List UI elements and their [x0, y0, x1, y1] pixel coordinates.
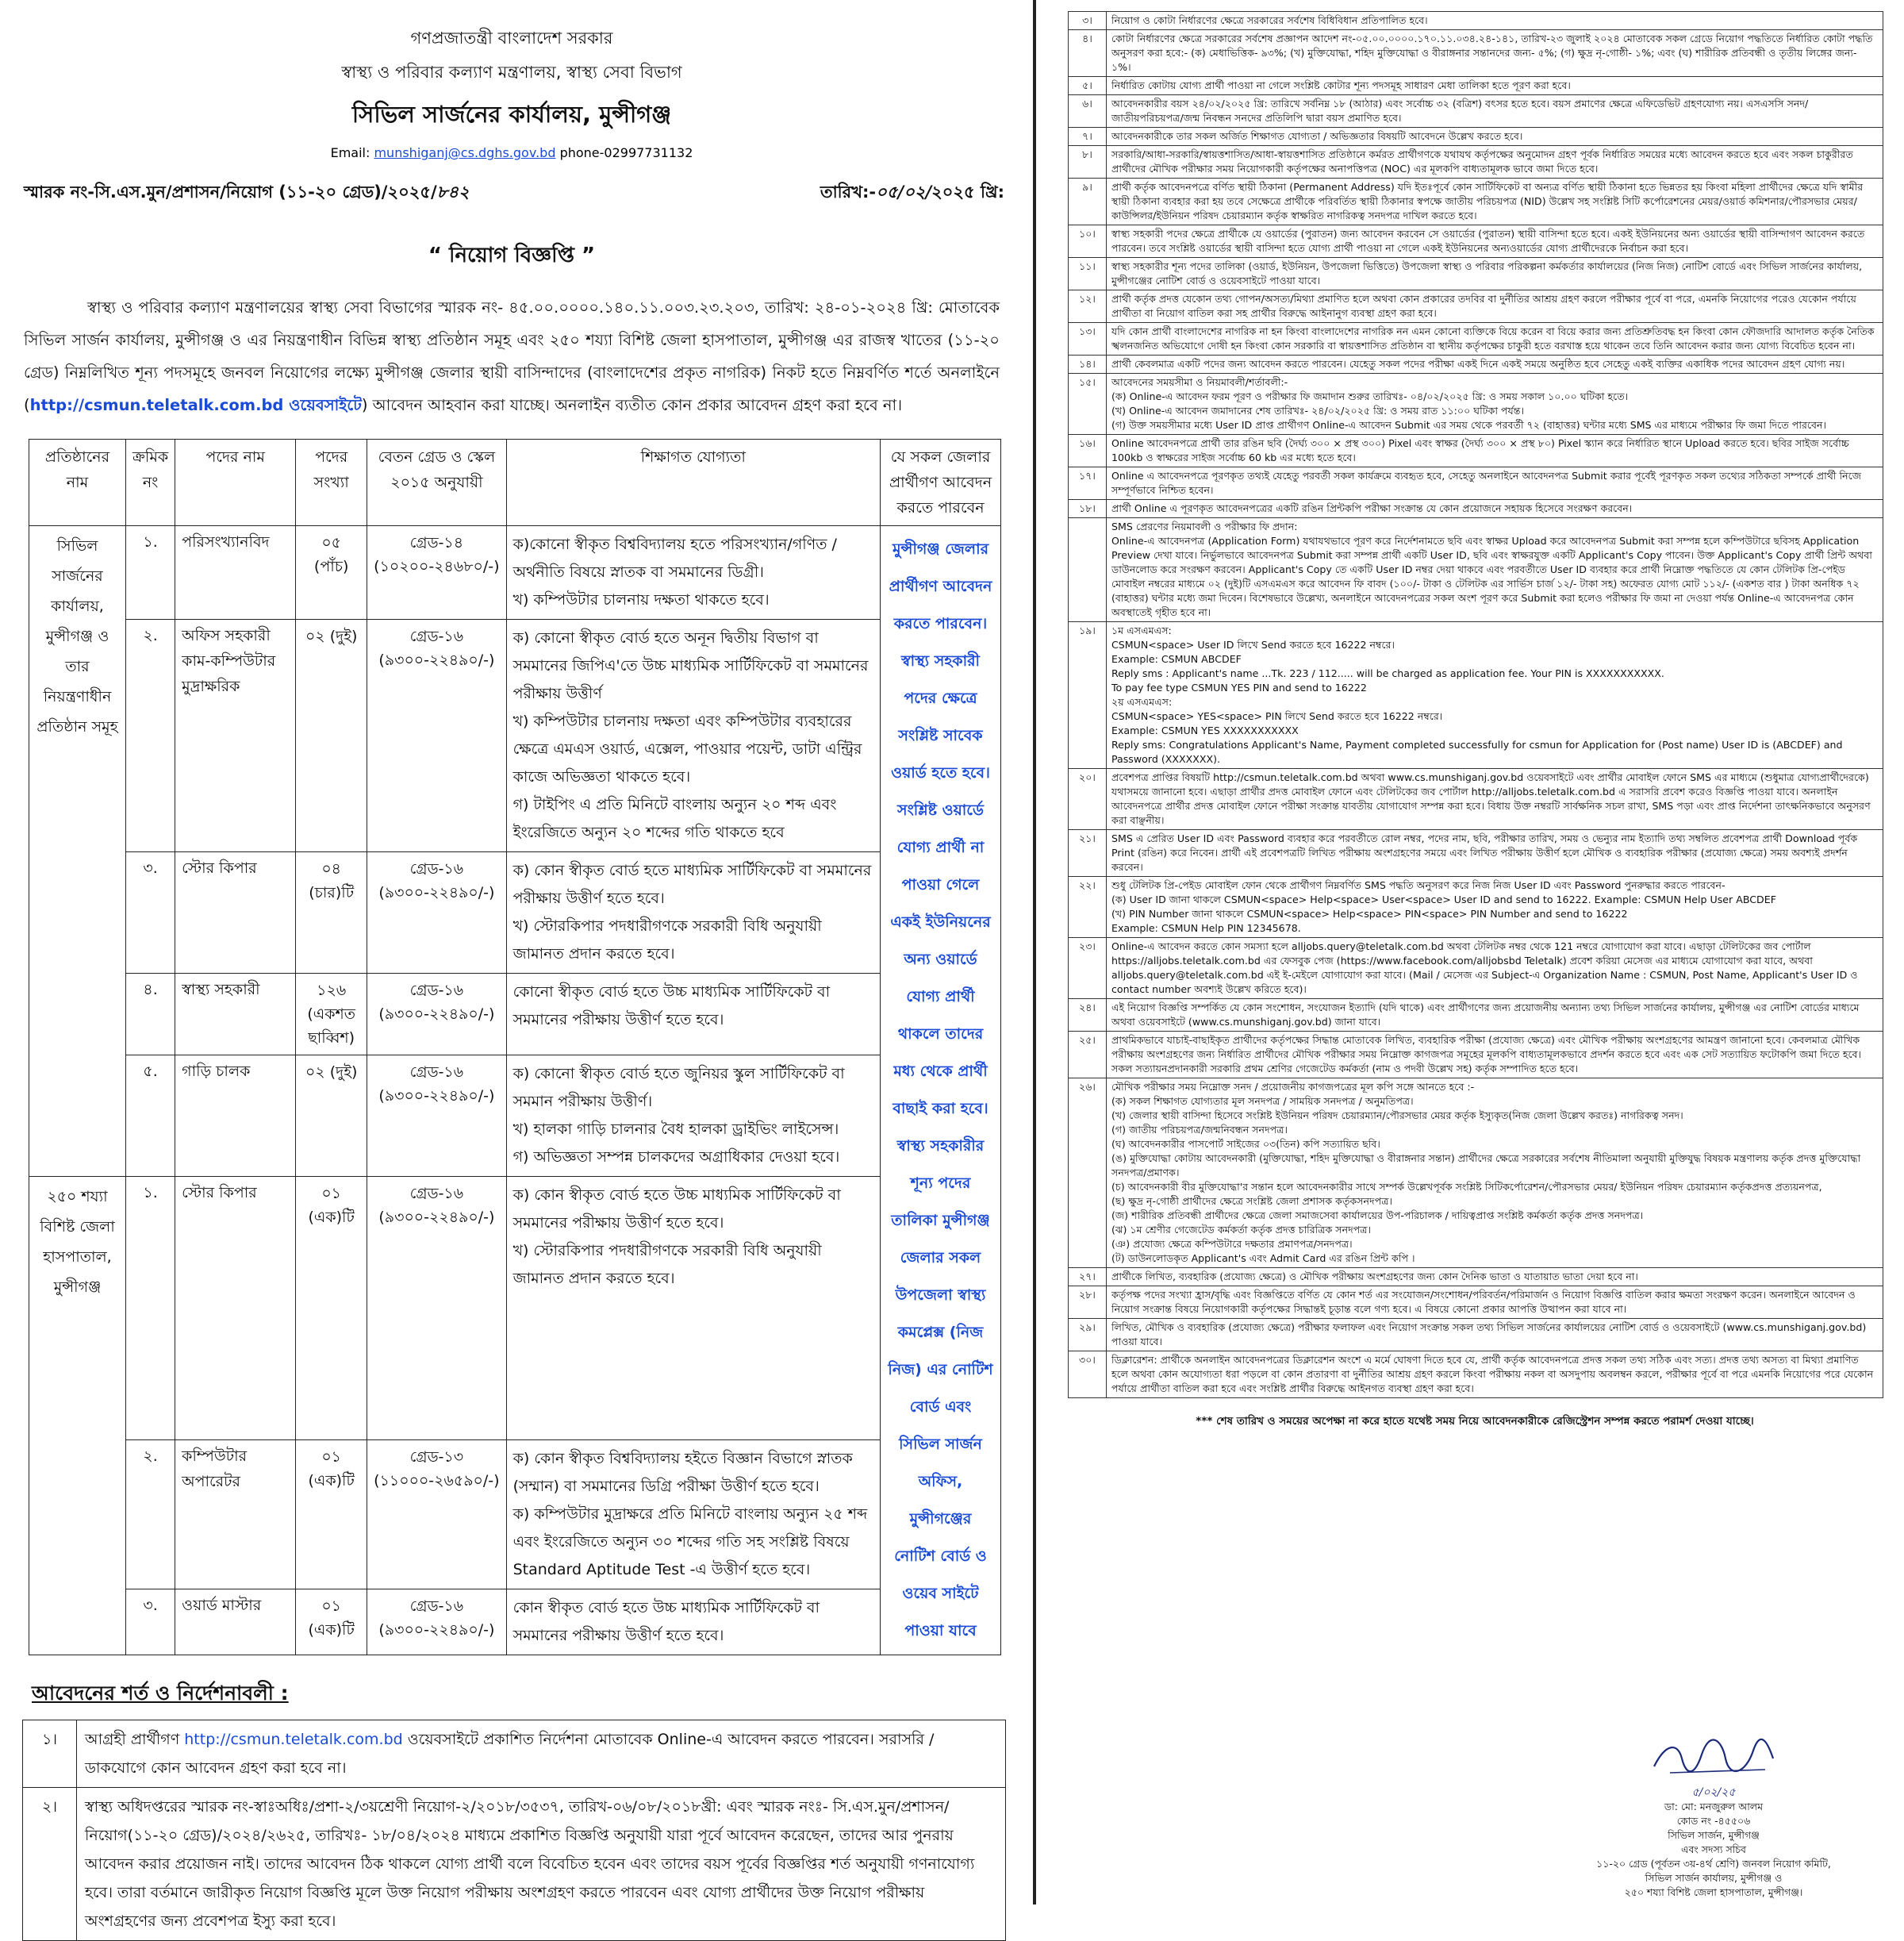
post-name: স্টোর কিপার [175, 1177, 296, 1440]
pay-grade: গ্রেড-১৪ (১০২০০-২৪৬৮০/-) [367, 526, 506, 620]
contact-line [0, 145, 1023, 160]
table-row [29, 1589, 1001, 1655]
qualification-line: ক)কোনো স্বীকৃত বিশ্ববিদ্যালয় হতে পরিসংখ্যান/গণিত / অর্থনীতি বিষয়ে স্নাতক বা সমমানের ডিগ্রী। [512, 536, 837, 581]
rule-row [1069, 1032, 1883, 1078]
post-name: স্টোর কিপার [175, 852, 296, 974]
condition-text [77, 1720, 1006, 1788]
col-header: পদের সংখ্যা [296, 440, 367, 526]
date-label: তারিখ:- [820, 183, 877, 202]
rule-number: ১৭। [1069, 467, 1107, 500]
rule-number: ৩। [1069, 12, 1107, 30]
qualification-cell [506, 1055, 880, 1177]
table-header-row [29, 440, 1001, 526]
table-row [29, 1440, 1001, 1589]
rule-text: এই নিয়োগ বিজ্ঞপ্তি সম্পর্কিত যে কোন সংশোধন, সংযোজন ইত্যাদি (যদি থাকে) এবং প্রার্থীগণের জন্য প্রয়োজনীয় অন্যান্য তথ্য সিভিল সার্জনের কার্যালয়, মুন্সীগঞ্জ এর নোটিশ বোর্ডের মাধ্যমে অথবা ওয়েবসাইটে (www.cs.munshiganj.gov.bd) জানা যাবে। [1107, 999, 1883, 1032]
condition-text [77, 1788, 1006, 1941]
rule-row [1069, 374, 1883, 435]
pay-grade: গ্রেড-১৬ (৯৩০০-২২৪৯০/-) [367, 620, 506, 852]
rule-number: ১৫। [1069, 374, 1107, 435]
qualification-line: ক) কম্পিউটার মুদ্রাক্ষরে প্রতি মিনিটে বাংলায় অন্যুন ২৫ শব্দ এবং ইংরেজিতে অন্যুন ৩০ শব্দের গতি সহ সংশ্লিষ্ট বিষয়ে Standard Aptitude Test -এ উত্তীর্ণ হতে হবে। [512, 1505, 868, 1578]
rule-text: কর্তৃপক্ষ পদের সংখ্যা হ্রাস/বৃদ্ধি এবং বিজ্ঞপ্তিতে বর্ণিত যে কোন শর্ত এর সংযোজন/সংশোধন/পরিবর্তন/পরিমার্জন ও নিয়োগ বিজ্ঞপ্তি বাতিল করার ক্ষমতা সংরক্ষণ করেন। অনলাইনে আবেদন ও নিয়োগ সংক্রান্ত বিষয়ে নিয়োগকারী কর্তৃপক্ষের সিদ্ধান্তই চূড়ান্ত বলে গণ্য হবে। এ বিষয়ে কোনো প্রকার আপত্তি উত্থাপন করা যাবে না। [1107, 1286, 1883, 1319]
qualification-line: খ) স্টোরকিপার পদধারীগণকে সরকারী বিধি অনুযায়ী জামানত প্রদান করতে হবে। [512, 917, 822, 963]
rule-row [1069, 1078, 1883, 1268]
memo-suffix: ৮৪২ [436, 182, 470, 202]
rule-number: ১৩। [1069, 323, 1107, 356]
signatory-designation: সিভিল সার্জন, মুন্সীগঞ্জ [1668, 1829, 1760, 1841]
rule-row [1069, 323, 1883, 356]
col-header: যে সকল জেলার প্রার্থীগণ আবেদন করতে পারবেন [881, 440, 1001, 526]
memo-line [0, 179, 1023, 207]
qualification-cell [506, 1177, 880, 1440]
rule-row [1069, 435, 1883, 467]
eligible-districts: মুন্সীগঞ্জ জেলার প্রার্থীগণ আবেদন করতে পারবেন। স্বাস্থ্য সহকারী পদের ক্ষেত্রে সংশ্লিষ্ট সাবেক ওয়ার্ড হতে হবে। সংশ্লিষ্ট ওয়ার্ডে যোগ্য প্রার্থী না পাওয়া গেলে একই ইউনিয়নের অন্য ওয়ার্ডে যোগ্য প্রার্থী থাকলে তাদের মধ্য থেকে প্রার্থী বাছাই করা হবে। স্বাস্থ্য সহকারীর শূন্য পদের তালিকা মুন্সীগঞ্জ জেলার সকল উপজেলা স্বাস্থ্য কমপ্লেক্স (নিজ নিজ) এর নোটিশ বোর্ড এবং সিভিল সার্জন অফিস, মুন্সীগঞ্জের নোটিশ বোর্ড ও ওয়েব সাইটে পাওয়া যাবে [881, 526, 1001, 1655]
pay-grade: গ্রেড-১৬ (৯৩০০-২২৪৯০/-) [367, 852, 506, 974]
rule-text: SMS প্রেরণের নিয়মাবলী ও পরীক্ষার ফি প্রদান: Online-এ আবেদনপত্র (Application Form) যথাযথভাবে পূরণ করে নির্দেশনামতে ছবি এবং স্বাক্ষর Upload করে আবেদনপত্র Submit করা সম্পন্ন হলে কম্পিউটারে ছবিসহ Application Preview দেখা যাবে। নির্ভুলভাবে আবেদনপত্র Submit করা সম্পন্ন প্রার্থী একটি User ID, ছবি এবং স্বাক্ষরযুক্ত একটি Applicant's Copy পাবেন। উক্ত Applicant's Copy প্রার্থী প্রিন্ট অথবা ডাউনলোড করে সংরক্ষণ করবেন। Applicant's Copy তে একটি User ID নম্বর দেয়া থাকবে এবং পরবর্তীতে User ID ব্যবহার করে প্রার্থী নিম্নোক্ত পদ্ধতিতে যে কোন টেলিটক প্রি-পেইড মোবাইল নম্বরের মাধ্যমে ০২ (দুই)টি এসএমএস করে আবেদন ফি বাবদ (১০০/- টাকা ও টেলিটক এর সার্ভিস চার্জ ১২/- টাকা সহ) অফেরত যোগ্য মোট ১১২/- (একশত বার ) টাকা অনধিক ৭২ (বাহাত্তর) ঘন্টার মধ্যে জমা দিবেন। বিশেষভাবে উল্লেখ্য, অনলাইনে আবেদনপত্রের সকল অংশ পূরণ করে Submit করা হলেও পরীক্ষার ফি জমা না দেওয়া পর্যন্ত Online-এ আবেদনপত্র কোন অবস্থাতেই গৃহীত হবে না। [1107, 518, 1883, 622]
serial-number: ৫. [126, 1055, 175, 1177]
qualification-cell [506, 620, 880, 852]
rule-text: ১ম এসএমএস: CSMUN<space> User ID লিখে Send করতে হবে 16222 নম্বরে। Example: CSMUN ABCDEF Reply sms : Applicant's name ...Tk. 223 / 112..... will be charged as application fee. Your PIN is XXXXXXXXXXX. To pay fee type CSMUN YES PIN and send to 16222 ২য় এসএমএস: CSMUN<space> YES<space> PIN লিখে Send করতে হবে 16222 নম্বরে। Example: CSMUN YES XXXXXXXXXXX Reply sms: Congratulations Applicant's Name, Payment completed successfully for csmun for Application for (Post name) User ID is (ABCDEF) and Password (XXXXXXX). [1107, 622, 1883, 769]
rule-row [1069, 12, 1883, 30]
qualification-line: ক) কোন স্বীকৃত বোর্ড হতে উচ্চ মাধ্যমিক সার্টিফিকেট বা সমমানের পরীক্ষায় উত্তীর্ণ হতে হবে। [512, 1186, 841, 1232]
serial-number: ১. [126, 526, 175, 620]
post-name: ওয়ার্ড মাস্টার [175, 1589, 296, 1655]
rule-row [1069, 128, 1883, 146]
rule-text: প্রার্থীকে লিখিত, ব্যবহারিক (প্রযোজ্য ক্ষেত্রে) ও মৌখিক পরীক্ষায় অংশগ্রহণের জন্য কোন দৈনিক ভাতা ও যাতায়াত ভাতা দেয়া হবে না। [1107, 1268, 1883, 1286]
rule-number: ৭। [1069, 128, 1107, 146]
rule-number: ১৯। [1069, 622, 1107, 769]
govt-name: গণপ্রজাতন্ত্রী বাংলাদেশ সরকার [410, 29, 613, 48]
post-name: গাড়ি চালক [175, 1055, 296, 1177]
pay-grade: গ্রেড-১৬ (৯৩০০-২২৪৯০/-) [367, 1589, 506, 1655]
rule-row [1069, 877, 1883, 938]
col-header: পদের নাম [175, 440, 296, 526]
rule-number: ৫। [1069, 77, 1107, 95]
rule-text: লিখিত, মৌখিক ও ব্যবহারিক (প্রযোজ্য ক্ষেত্রে) পরীক্ষার ফলাফল এবং নিয়োগ সংক্রান্ত সকল তথ্য সিভিল সার্জনের কার্যালয়ের নোটিশ বোর্ড ও ওয়েবসাইটে (www.cs.munshiganj.gov.bd) পাওয়া যাবে। [1107, 1319, 1883, 1351]
rule-number: ২০। [1069, 769, 1107, 830]
post-name: অফিস সহকারী কাম-কম্পিউটার মুদ্রাক্ষরিক [175, 620, 296, 852]
rule-text: প্রার্থী কেবলমাত্র একটি পদের জন্য আবেদন করতে পারবেন। যেহেতু সকল পদের পরীক্ষা একই দিনে একই সময়ে অনুষ্ঠিত হবে সেহেতু একই ব্যক্তির একাধিক পদের আবেদন গ্রহণ যোগ্য নয়। [1107, 356, 1883, 374]
qualification-line: ক) কোন স্বীকৃত বোর্ড হতে মাধ্যমিক সার্টিফিকেট বা সমমানের পরীক্ষায় উত্তীর্ণ হতে হবে। [512, 862, 872, 907]
rule-number: ১১। [1069, 258, 1107, 290]
post-name: কম্পিউটার অপারেটর [175, 1440, 296, 1589]
rule-row [1069, 938, 1883, 999]
condition-number: ২। [23, 1788, 77, 1941]
rule-row [1069, 356, 1883, 374]
rule-row [1069, 769, 1883, 830]
posts-table [29, 439, 1001, 1655]
rule-number: ২৬। [1069, 1078, 1107, 1268]
memo-number: স্মারক নং-সি.এস.মুন/প্রশাসন/নিয়োগ (১১-২০ গ্রেড)/২০২৫/ [24, 183, 437, 202]
serial-number: ২. [126, 620, 175, 852]
rule-text: সরকারি/আধা-সরকারি/স্বায়ত্তশাসিত/আধা-স্বায়ত্তশাসিত প্রতিষ্ঠানে কর্মরত প্রার্থীগণকে যথাযথ কর্তৃপক্ষের অনুমোদন গ্রহণ পূর্বক নির্ধারিত সময়ের মধ্যে আবেদন করতে হবে এবং সকল চাকুরীরত প্রার্থীদের মৌখিক পরীক্ষার সময় নিয়োগকারী কর্তৃপক্ষের অনাপত্তিপত্র (NOC) এর মূলকপি বাধ্যতামূলক ভাবে জমা দিতে হবে। [1107, 146, 1883, 179]
signatory-name: ডা: মো: মনজুরুল আলম [1664, 1801, 1764, 1812]
signatory-role: এবং সদস্য সচিব [1680, 1843, 1747, 1855]
col-header: প্রতিষ্ঠানের নাম [29, 440, 126, 526]
qualification-line: কোনো স্বীকৃত বোর্ড হতে উচ্চ মাধ্যমিক সার্টিফিকেট বা সমমানের পরীক্ষায় উত্তীর্ণ হতে হবে। [512, 983, 831, 1028]
post-count: ০৪ (চার)টি [296, 852, 367, 974]
rule-row [1069, 830, 1883, 877]
rule-row [1069, 1268, 1883, 1286]
pay-grade: গ্রেড-১৬ (৯৩০০-২২৪৯০/-) [367, 1055, 506, 1177]
pay-grade: গ্রেড-১৬ (৯৩০০-২২৪৯০/-) [367, 974, 506, 1055]
rule-number: ১৬। [1069, 435, 1107, 467]
rule-row [1069, 622, 1883, 769]
rule-text: কোটা নির্ধারণের ক্ষেত্রে সরকারের সর্বশেষ প্রজ্ঞাপন আদেশ নং-০৫.০০.০০০০.১৭০.১১.০৩৪.২৪-১৪১, তারিখ-২৩ জুলাই ২০২৪ মোতাবেক সকল গ্রেডে নিয়োগ পদ্ধতিতে নির্ধারিত কোটা পদ্ধতি অনুসরণ করা হবে:- (ক) মেধাভিত্তিক- ৯৩%; (খ) মুক্তিযোদ্ধা, শহিদ মুক্তিযোদ্ধা ও বীরাঙ্গনার সন্তানদের জন্য- ৫%; (গ) ক্ষুদ্র নৃ-গোষ্ঠী- ১%; এবং (ঘ) শারীরিক প্রতিবন্ধী ও তৃতীয় লিঙ্গের জন্য- ১%। [1107, 30, 1883, 77]
rule-number: ২৪। [1069, 999, 1107, 1032]
conditions-table [22, 1720, 1006, 1941]
serial-number: ২. [126, 1440, 175, 1589]
rule-text: প্রার্থী কর্তৃক প্রদত্ত যেকোন তথ্য গোপন/অসত্য/মিথ্যা প্রমাণিত হলে অথবা কোন প্রকারের তদবির বা দুর্নীতির আশ্রয় গ্রহণ করলে পরীক্ষার পূর্বে বা পরে, এমনকি নিয়োগের পরেও যেকোন পর্যায়ে প্রার্থীতা বা নিয়োগ বাতিল করা সহ প্রার্থীর বিরুদ্ধে আইনানুগ ব্যবস্থা গ্রহণ করা হবে। [1107, 290, 1883, 323]
post-count: ০২ (দুই) [296, 620, 367, 852]
qualification-line: খ) স্টোরকিপার পদধারীগণকে সরকারী বিধি অনুযায়ী জামানত প্রদান করতে হবে। [512, 1242, 822, 1287]
date-value: ০৫/০২/ [876, 182, 932, 202]
qualification-line: খ) হালকা গাড়ি চালনার বৈধ হালকা ড্রাইভিং লাইসেন্স। [512, 1120, 839, 1138]
rule-text: ডিক্লারেশন: প্রার্থীকে অনলাইন আবেদনপত্রের ডিক্লারেশন অংশে এ মর্মে ঘোষণা দিতে হবে যে, প্রার্থী কর্তৃক আবেদনপত্রে প্রদত্ত সকল তথ্য সঠিক এবং সত্য। প্রদত্ত তথ্য অসত্য বা মিথ্যা প্রমাণিত হলে অথবা কোন অযোগ্যতা ধরা পড়লে বা কোন প্রতারণা বা দুর্নীতির আশ্রয় গ্রহণ করলে কিংবা পরীক্ষায় নকল বা অসদুপায় অবলম্বন করলে, পরীক্ষার পূর্বে বা পরে এমনকি নিয়োগের পরে যেকোন পর্যায়ে প্রার্থীতা বাতিল করা হবে এবং সংশ্লিষ্ট প্রার্থীর বিরুদ্ধে আইনগত ব্যবস্থা গ্রহণ করা হবে। [1107, 1351, 1883, 1398]
qualification-cell [506, 1589, 880, 1655]
qualification-line: ক) কোনো স্বীকৃত বোর্ড হতে জুনিয়র স্কুল সার্টিফিকেট বা সমমান পরীক্ষায় উত্তীর্ণ। [512, 1065, 845, 1110]
conditions-title: আবেদনের শর্ত ও নির্দেশনাবলী : [32, 1682, 289, 1705]
rule-text: SMS এ প্রেরিত User ID এবং Password ব্যবহার করে পরবর্তীতে রোল নম্বর, পদের নাম, ছবি, পরীক্ষার তারিখ, সময় ও ভেন্যুর নাম ইত্যাদি তথ্য সম্বলিত প্রবেশপত্র প্রার্থী Download পূর্বক Print (রঙিন) করে নিবেন। প্রার্থী এই প্রবেশপত্রটি লিখিত পরীক্ষায় অংশগ্রহণের সময়ে এবং লিখিত পরীক্ষায় উত্তীর্ণ হলে মৌখিক ও ব্যবহারিক পরীক্ষার (প্রযোজ্য ক্ষেত্রে) সময় অবশ্যই প্রদর্শন করবেন। [1107, 830, 1883, 877]
pay-grade: গ্রেড-১৬ (৯৩০০-২২৪৯০/-) [367, 1177, 506, 1440]
deadline-advice: *** শেষ তারিখ ও সময়ের অপেক্ষা না করে হাতে যথেষ্ট সময় নিয়ে আবেদনকারীকে রেজিস্ট্রেশন সম্পন্ন করতে পরামর্শ দেওয়া যাচ্ছে। [1196, 1415, 1754, 1428]
qualification-line: ক) কোন স্বীকৃত বিশ্ববিদ্যালয় হইতে বিজ্ঞান বিভাগে স্নাতক (সম্মান) বা সমমানের ডিগ্রি পরীক্ষা উত্তীর্ণ হতে হবে। [512, 1450, 853, 1495]
table-row [29, 620, 1001, 852]
qualification-cell [506, 974, 880, 1055]
rule-text: নির্ধারিত কোটায় যোগ্য প্রার্থী পাওয়া না গেলে সংশ্লিষ্ট কোটার শূন্য পদসমূহ সাধারণ মেধা তালিকা হতে পূরণ করা হবে। [1107, 77, 1883, 95]
qualification-cell [506, 852, 880, 974]
rule-text: নিয়োগ ও কোটা নির্ধারণের ক্ষেত্রে সরকারের সর্বশেষ বিধিবিধান প্রতিপালিত হবে। [1107, 12, 1883, 30]
serial-number: ১. [126, 1177, 175, 1440]
qualification-line: ক) কোনো স্বীকৃত বোর্ড হতে অনূন দ্বিতীয় বিভাগ বা সমমানের জিপিএ'তে উচ্চ মাধ্যমিক সার্টিফিকেট বা সমমানের পরীক্ষায় উত্তীর্ণ [512, 629, 869, 702]
qualification-cell [506, 526, 880, 620]
qualification-cell [506, 1440, 880, 1589]
ministry-name: স্বাস্থ্য ও পরিবার কল্যাণ মন্ত্রণালয়, স্বাস্থ্য সেবা বিভাগ [341, 63, 682, 82]
rule-number: ৯। [1069, 179, 1107, 225]
serial-number: ৩. [126, 1589, 175, 1655]
table-row [29, 526, 1001, 620]
table-row [29, 1177, 1001, 1440]
page-divider [1033, 0, 1036, 1904]
rule-row [1069, 1286, 1883, 1319]
rule-row [1069, 179, 1883, 225]
rule-row [1069, 290, 1883, 323]
qualification-line: গ) অভিজ্ঞতা সম্পন্ন চালকদের অগ্রাধিকার দেওয়া হবে। [512, 1148, 840, 1166]
rule-number: ২৯। [1069, 1319, 1107, 1351]
col-header: শিক্ষাগত যোগ্যতা [506, 440, 880, 526]
rule-row [1069, 146, 1883, 179]
rule-number: ১৪। [1069, 356, 1107, 374]
col-header: বেতন গ্রেড ও স্কেল ২০১৫ অনুযায়ী [367, 440, 506, 526]
post-count: ০১ (এক)টি [296, 1177, 367, 1440]
notice-page-2 [1046, 0, 1904, 1904]
qualification-line: গ) টাইপিং এ প্রতি মিনিটে বাংলায় অন্যুন ২০ শব্দ এবং ইংরেজিতে অন্যুন ২০ শব্দের গতি থাকতে হবে [512, 796, 837, 841]
rule-number: ৬। [1069, 95, 1107, 128]
rule-row [1069, 500, 1883, 518]
email-label: Email: [330, 145, 370, 160]
rule-text: যদি কোন প্রার্থী বাংলাদেশের নাগরিক না হন কিংবা বাংলাদেশের নাগরিক নন এমন কোনো ব্যক্তিকে বিয়ে করেন বা বিয়ে করার জন্য প্রতিশ্রুতিবদ্ধ হন কিংবা কোন ফৌজদারি আদালত কর্তৃক নৈতিক স্খলনজনিত অভিযোগে দোষী হন কিংবা কোন সরকারি বা স্বায়ত্তশাসিত প্রতিষ্ঠান বা স্থানীয় কর্তৃপক্ষের চাকুরী হতে বরখাস্ত হয়ে থাকেন তবে তিনি আবেদন করার জন্য যোগ্য বিবেচিত হবেন না। [1107, 323, 1883, 356]
apply-website-link[interactable]: http://csmun.teletalk.com.bd ওয়েবসাইটে [29, 396, 362, 414]
condition-text-post: ওয়েবসাইটে প্রকাশিত নির্দেশনা মোতাবেক Online-এ আবেদন করতে পারবেন। সরাসরি / ডাকযোগে কোন আবেদন গ্রহণ করা হবে না। [85, 1731, 935, 1777]
table-row [29, 974, 1001, 1055]
rule-text: স্বাস্থ্য সহকারীর শূন্য পদের তালিকা (ওয়ার্ড, ইউনিয়ন, উপজেলা ভিত্তিতে) উপজেলা স্বাস্থ্য ও পরিবার পরিকল্পনা কর্মকর্তার কার্যালয়ের (নিজ নিজ) নোটিশ বোর্ডে এবং সিভিল সার্জনের কার্যালয়, মুন্সীগঞ্জের নোটিশ বোর্ড ও ওয়েবসাইটে পাওয়া যাবে। [1107, 258, 1883, 290]
rule-row [1069, 258, 1883, 290]
signature-image [1646, 1735, 1781, 1782]
rule-number: ২১। [1069, 830, 1107, 877]
rule-number: ১২। [1069, 290, 1107, 323]
rule-number: ২৮। [1069, 1286, 1107, 1319]
phone-number: phone-02997731132 [559, 145, 693, 160]
rule-row [1069, 30, 1883, 77]
signatory-code: কোড নং -৪৫৫০৬ [1676, 1815, 1751, 1827]
rule-row [1069, 467, 1883, 500]
rule-text: আবেদনকারীর বয়স ২৪/০২/২০২৫ খ্রি: তারিখে সর্বনিম্ন ১৮ (আঠার) এবং সর্বোচ্চ ৩২ (বত্রিশ) বৎসর হতে হবে। বয়স প্রমাণের ক্ষেত্রে এফিডেভিট গ্রহণযোগ্য নয়। এসএসসি সনদ/জাতীয়পরিচয়পত্র/জন্ম নিবন্ধন সনদের প্রতিলিপি দ্বারা বয়স প্রমাণিত হবে। [1107, 95, 1883, 128]
rule-text: Online এ আবেদনপত্রে পূরণকৃত তথ্যই যেহেতু পরবর্তী সকল কার্যক্রমে ব্যবহৃত হবে, সেহেতু অনলাইনে আবেদনপত্র Submit করার পূর্বেই পূরণকৃত সকল তথ্যের সঠিকতা সম্পর্কে প্রার্থী নিজে সম্পূর্ণভাবে নিশ্চিত হবেন। [1107, 467, 1883, 500]
table-row [29, 1055, 1001, 1177]
email-link[interactable]: munshiganj@cs.dghs.gov.bd [374, 145, 556, 160]
post-name: স্বাস্থ্য সহকারী [175, 974, 296, 1055]
post-count: ০১ (এক)টি [296, 1440, 367, 1589]
serial-number: ৩. [126, 852, 175, 974]
pay-grade: গ্রেড-১৩ (১১০০০-২৬৫৯০/-) [367, 1440, 506, 1589]
rule-text: আবেদনের সময়সীমা ও নিয়মাবলী/শর্তাবলী:- (ক) Online-এ আবেদন ফরম পূরণ ও পরীক্ষার ফি জমাদান শুরুর তারিখঃ- ০৪/০২/২০২৫ খ্রি: ও সময় সকাল ১০.০০ ঘটিকা হতে। (খ) Online-এ আবেদন জমাদানের শেষ তারিখঃ- ২৪/০২/২০২৫ খ্রি: ও সময় রাত ১১:০০ ঘটিকা পর্যন্ত। (গ) উক্ত সময়সীমার মধ্যে User ID প্রাপ্ত প্রার্থীগণ Online-এ আবেদন Submit এর সময় থেকে পরবর্তী ৭২ (বাহাত্তর) ঘন্টার মধ্যে SMS এর মাধ্যমে পরীক্ষার ফি জমা দিতে পারবেন। [1107, 374, 1883, 435]
rule-row [1069, 518, 1883, 622]
intro-text-end: ) আবেদন আহবান করা যাচ্ছে। অনলাইন ব্যতীত কোন প্রকার আবেদন গ্রহণ করা হবে না। [361, 396, 903, 414]
rule-text: আবেদনকারীকে তার সকল অর্জিত শিক্ষাগত যোগ্যতা / অভিজ্ঞতার বিষয়টি আবেদনে উল্লেখ করতে হবে। [1107, 128, 1883, 146]
rule-row [1069, 225, 1883, 258]
qualification-line: কোন স্বীকৃত বোর্ড হতে উচ্চ মাধ্যমিক সার্টিফিকেট বা সমমানের পরীক্ষায় উত্তীর্ণ হতে হবে। [512, 1599, 820, 1644]
condition-number: ১। [23, 1720, 77, 1788]
qualification-line: খ) কম্পিউটার চালনায় দক্ষতা এবং কম্পিউটার ব্যবহারের ক্ষেত্রে এমএস ওয়ার্ড, এক্সেল, পাওয়ার পয়েন্ট, ডাটা এন্ট্রির কাজে অভিজ্ঞতা থাকতে হবে। [512, 713, 862, 786]
table-row [29, 852, 1001, 974]
rule-row [1069, 1319, 1883, 1351]
post-count: ০৫ (পাঁচ) [296, 526, 367, 620]
post-name: পরিসংখ্যানবিদ [175, 526, 296, 620]
rule-text: প্রাথমিকভাবে যাচাই-বাছাইকৃত প্রার্থীদের কর্তৃপক্ষের সিদ্ধান্ত মোতাবেক লিখিত, ব্যবহারিক পরীক্ষা (প্রযোজ্য ক্ষেত্রে) এবং মৌখিক পরীক্ষায় অংশগ্রহণের আমন্ত্রণ জানানো হবে। কেবলমাত্র মৌখিক পরীক্ষায় অংশগ্রহণের জন্য নির্ধারিত প্রার্থীদের মৌখিক পরীক্ষার সময় নিম্নোক্ত কাগজপত্র সমূহের মূলকপি বাধ্যতামূলকভাবে প্রদর্শন করতে হবে এবং এক সেট সত্যায়িত ফটোকপি জমা দিতে হবে। সকল সত্যায়নপ্রদানকারী সরকারি প্রথম শ্রেণির গেজেটেড কর্মকর্তা (নাম ও পদবী উল্লেখ সহ) কর্তৃক সম্পাদিত হতে হবে। [1107, 1032, 1883, 1078]
post-count: ০১ (এক)টি [296, 1589, 367, 1655]
post-count: ০২ (দুই) [296, 1055, 367, 1177]
office-name: সিভিল সার্জনের কার্যালয়, মুন্সীগঞ্জ [351, 101, 672, 128]
rule-number: ১০। [1069, 225, 1107, 258]
signature-handwriting: ৫/০২/২৫ [1691, 1786, 1736, 1799]
condition-text-pre: স্বাস্থ্য অধিদপ্তরের স্মারক নং-স্বাঃঅধিঃ/প্রশা-২/৩য়শ্রেণী নিয়োগ-২/২০১৮/৩৫৩৭, তারিখ-০৬/০৮/২০১৮খ্রী: এবং স্মারক নংঃ- সি.এস.মুন/প্রশাসন/নিয়োগ(১১-২০ গ্রেড)/২০২৪/২৬২৫, তারিখঃ- ১৮/০৪/২০২৪ মাধ্যমে প্রকাশিত বিজ্ঞপ্তি অনুযায়ী যারা পূর্বে আবেদন করেছেন, তাদের আর পুনরায় আবেদন করার প্রয়োজন নাই। তাদের আবেদন ঠিক থাকলে যোগ্য প্রার্থী বলে বিবেচিত হবেন এবং তাদের বয়স পূর্বের বিজ্ঞপ্তির শর্ত অনুযায়ী গণনাযোগ্য হবে। তারা বর্তমানে জারীকৃত নিয়োগ বিজ্ঞপ্তি মূলে উক্ত নিয়োগ পরীক্ষায় অংশগ্রহণ করতে পারবেন এবং যোগ্য প্রার্থীদের উক্ত নিয়োগ পরীক্ষায় অংশগ্রহণের জন্য প্রবেশপত্র ইস্যু করা হবে। [85, 1798, 975, 1930]
rule-text: প্রার্থী Online এ পূরণকৃত আবেদনপত্রের একটি রঙিন প্রিন্টকপি পরীক্ষা সংক্রান্ত যে কোন প্রয়োজনে সহায়ক হিসেবে সংরক্ষণ করবেন। [1107, 500, 1883, 518]
rule-number: ১৮। [1069, 500, 1107, 518]
rule-row [1069, 1351, 1883, 1398]
committee-line: সিভিল সার্জন কার্যালয়, মুন্সীগঞ্জ ও [1645, 1872, 1783, 1884]
rule-number: ২৫। [1069, 1032, 1107, 1078]
rule-number: ২৭। [1069, 1268, 1107, 1286]
intro-paragraph [0, 291, 1023, 421]
rule-text: প্রবেশপত্র প্রাপ্তির বিষয়টি http://csmun.teletalk.com.bd অথবা www.cs.munshiganj.gov.bd ওয়েবসাইটে এবং প্রার্থীর মোবাইল ফোনে SMS এর মাধ্যমে (শুধুমাত্র যোগ্যপ্রার্থীদেরকে) যথাসময়ে জানানো হবে। এছাড়া প্রার্থীর প্রদত্ত মোবাইল ফোনে এবং টেলিটকের জব পোর্টাল http://alljobs.teletalk.com.bd এ সরাসরি প্রবেশ করেও বিজ্ঞপ্তি পাওয়া যাবে। অনলাইন আবেদনপত্রে প্রার্থীর প্রদত্ত মোবাইল ফোনে পরীক্ষা সংক্রান্ত যাবতীয় যোগাযোগ সম্পন্ন করা হবে। বিধায় উক্ত নম্বরটি সার্বক্ষনিক সচল রাখা, SMS পড়া এবং প্রাপ্ত নির্দেশনা তাৎক্ষনিকভাবে অনুসরণ করা বাঞ্ছনীয়। [1107, 769, 1883, 830]
rule-text: Online-এ আবেদন করতে কোন সমস্যা হলে alljobs.query@teletalk.com.bd অথবা টেলিটক নম্বর থেকে 121 নম্বরে যোগাযোগ করা যাবে। এছাড়া টেলিটকের জব পোর্টাল https://alljobs.teletalk.com.bd এর ফেসবুক পেজ (https://www.facebook.com/alljobsbd Teletalk) প্রবেশ করিয়া মেসেজ এর মাধ্যমে যোগাযোগ করা যাবে, অথবা alljobs.query@teletalk.com.bd এই ই-মেইলে যোগাযোগ করা যাবে। (Mail / মেসেজ এর Subject-এ Organization Name : CSMUN, Post Name, Applicant's User ID ও contact number অবশ্যই উল্লেখ করিতে হবে)। [1107, 938, 1883, 999]
qualification-line: খ) কম্পিউটার চালনায় দক্ষতা থাকতে হবে। [512, 591, 770, 609]
committee-line: ১১-২০ গ্রেড (পূর্বতন ৩য়-৪র্থ শ্রেণি) জনবল নিয়োগ কমিটি, [1596, 1858, 1831, 1870]
rule-number: ৩০। [1069, 1351, 1107, 1398]
condition-link[interactable]: http://csmun.teletalk.com.bd [184, 1731, 403, 1748]
rule-text: প্রার্থী কর্তৃক আবেদনপত্রে বর্ণিত স্থায়ী ঠিকানা (Permanent Address) যদি ইতঃপূর্বে কোন সার্টিফিকেট বা অন্যত্র বর্ণিত স্থায়ী ঠিকানা হতে ভিন্নতর হয় কিংবা মহিলা প্রার্থীদের ক্ষেত্রে যদি স্বামীর স্থায়ী ঠিকানা ব্যবহার করা হয় তবে সেক্ষেত্রে প্রার্থীকে পরিবর্তিত স্থায়ী ঠিকানার স্বপক্ষে জাতীয় পরিচয়পত্র (NID) উল্লেখ সহ সংশ্লিষ্ট সিটি কর্পোরেশনের মেয়র/ওয়ার্ড কমিশনার/পৌরসভার মেয়র/কাউন্সিলর/ইউনিয়ন পরিষদ চেয়ারম্যান কর্তৃক স্বাক্ষরিত নাগরিকত্ব সনদপত্র দাখিল করতে হবে। [1107, 179, 1883, 225]
rule-number: ২২। [1069, 877, 1107, 938]
serial-number: ৪. [126, 974, 175, 1055]
rule-row [1069, 77, 1883, 95]
rule-number [1069, 518, 1107, 622]
rule-number: ৪। [1069, 30, 1107, 77]
rule-text: স্বাস্থ্য সহকারী পদের ক্ষেত্রে প্রার্থীকে যে ওয়ার্ডের (পুরাতন) জন্য আবেদন করবেন সে ওয়ার্ডের (পুরাতন) স্থায়ী বাসিন্দা হতে হবে। একই ইউনিয়নের অন্য ওয়ার্ডের স্থায়ী বাসিন্দাগণ আবেদন করতে পারবেন। তবে সংশ্লিষ্ট ওয়ার্ডের স্থায়ী বাসিন্দা হতে যোগ্য প্রার্থী পাওয়া না গেলে একই ইউনিয়নের অন্যওয়ার্ডের যোগ্য প্রার্থীদেরকে নির্বাচন করা হবে। [1107, 225, 1883, 258]
rule-text: Online আবেদনপত্রে প্রার্থী তার রঙিন ছবি (দৈর্ঘ্য ৩০০ × প্রস্থ ৩০০) Pixel এবং স্বাক্ষর (দৈর্ঘ্য ৩০০ × প্রস্থ ৮০) Pixel স্ক্যান করে নির্ধারিত স্থানে Upload করতে হবে। ছবির সাইজ সর্বোচ্চ 100kb ও স্বাক্ষরের সাইজ সর্বোচ্চ 60 kb এর মধ্যে হতে হবে। [1107, 435, 1883, 467]
rule-text: শুধু টেলিটক প্রি-পেইড মোবাইল ফোন থেকে প্রার্থীগণ নিম্নবর্ণিত SMS পদ্ধতি অনুসরণ করে নিজ নিজ User ID এবং Password পুনরুদ্ধার করতে পারবেন- (ক) User ID জানা থাকলে CSMUN<space> Help<space> User<space> User ID and send to 16222. Example: CSMUN Help User ABCDEF (খ) PIN Number জানা থাকলে CSMUN<space> Help<space> PIN<space> PIN Number and send to 16222 Example: CSMUN Help PIN 12345678. [1107, 877, 1883, 938]
notice-title: “ নিয়োগ বিজ্ঞপ্তি ” [428, 244, 596, 267]
rule-text: মৌখিক পরীক্ষার সময় নিম্নোক্ত সনদ / প্রয়োজনীয় কাগজপত্রের মূল কপি সঙ্গে আনতে হবে :- (ক) সকল শিক্ষাগত যোগ্যতার মূল সনদপত্র / সাময়িক সনদপত্র / অনুমতিপত্র। (খ) জেলার স্থায়ী বাসিন্দা হিসেবে সংশ্লিষ্ট ইউনিয়ন পরিষদ চেয়ারম্যান/পৌরসভার মেয়র কর্তৃক ইস্যুকৃত(নিজ জেলা উল্লেখ করতঃ) নাগরিকত্ব সনদ। (গ) জাতীয় পরিচয়পত্র/জন্মনিবন্ধন সনদপত্র। (ঘ) আবেদনকারীর পাসপোর্ট সাইজের ০৩(তিন) কপি সত্যায়িত ছবি। (ঙ) মুক্তিযোদ্ধা কোটায় আবেদনকারী (মুক্তিযোদ্ধা, শহিদ মুক্তিযোদ্ধা ও বীরাঙ্গনার সন্তান) প্রার্থীদের ক্ষেত্রে সরকারের সর্বশেষ নীতিমালা অনুযায়ী মুক্তিযুদ্ধ বিষয়ক মন্ত্রণালয় কর্তৃক প্রদত্ত মুক্তিযোদ্ধা সনদপত্র/প্রমাণক। (চ) আবেদনকারী বীর মুক্তিযোদ্ধা'র সন্তান হলে আবেদনকারীর সাথে সম্পর্ক উল্লেখপূর্বক সংশ্লিষ্ট সিটিকর্পোরেশন/পৌরসভার মেয়র/ ইউনিয়ন পরিষদ চেয়ারম্যান কর্তৃকপ্রদত্ত প্রত্যয়নপত্র, (ছ) ক্ষুদ্র নৃ-গোষ্ঠী প্রার্থীদের ক্ষেত্রে সংশ্লিষ্ট জেলা প্রশাসক কর্তৃকসনদপত্র। (জ) শারীরিক প্রতিবন্ধী প্রার্থীদের ক্ষেত্রে জেলা সমাজসেবা কার্যালয়ের উপ-পরিচালক / দায়িত্বপ্রাপ্ত সংশ্লিষ্ট কর্মকর্তা কর্তৃক প্রদত্ত সনদপত্র। (ঝ) ১ম শ্রেণীর গেজেটেড কর্মকর্তা কর্তৃক প্রদত্ত চারিত্রিক সনদপত্র। (ঞ) প্রযোজ্য ক্ষেত্রে কম্পিউটারে দক্ষতার প্রমাণপত্র/সনদপত্র। (ট) ডাউনলোডকৃত Applicant's এবং Admit Card এর রঙিন প্রিন্ট কপি । [1107, 1078, 1883, 1268]
rule-number: ৮। [1069, 146, 1107, 179]
condition-row [23, 1788, 1006, 1941]
signature-block [1555, 1735, 1872, 1900]
letterhead [0, 25, 1023, 160]
col-header: ক্রমিক নং [126, 440, 175, 526]
intro-text: স্বাস্থ্য ও পরিবার কল্যাণ মন্ত্রণালয়ের স্বাস্থ্য সেবা বিভাগের স্মারক নং- ৪৫.০০.০০০০.১৪০.১১.০০৩.২৩.২০৩, তারিখ: ২৪-০১-২০২৪ খ্রি: মোতাবেক সিভিল সার্জন কার্যালয়, মুন্সীগঞ্জ ও এর নিয়ন্ত্রণাধীন বিভিন্ন স্বাস্থ্য প্রতিষ্ঠান সমূহ এবং ২৫০ শয্যা বিশিষ্ট জেলা হাসপাতাল, মুন্সীগঞ্জ এর রাজস্ব খাতের (১১-২০ গ্রেড) নিম্নলিখিত শূন্য পদসমূহে জনবল নিয়োগের লক্ষ্যে মুন্সীগঞ্জ জেলার স্থায়ী বাসিন্দাদের (বাংলাদেশের প্রকৃত নাগরিক) নিকট হতে নিম্নবর্ণিত শর্তে অনলাইনে ( [24, 298, 1000, 414]
post-count: ১২৬ (একশত ছাব্বিশ) [296, 974, 367, 1055]
institution-name: ২৫০ শয্যা বিশিষ্ট জেলা হাসপাতাল, মুন্সীগঞ্জ [29, 1177, 126, 1655]
condition-text-pre: আগ্রহী প্রার্থীগণ [85, 1731, 185, 1748]
committee-line: ২৫০ শয্যা বিশিষ্ট জেলা হাসপাতাল, মুন্সীগঞ্জ। [1624, 1886, 1803, 1898]
rule-row [1069, 999, 1883, 1032]
condition-row [23, 1720, 1006, 1788]
rules-table [1068, 11, 1883, 1398]
institution-name: সিভিল সার্জনের কার্যালয়, মুন্সীগঞ্জ ও তার নিয়ন্ত্রণাধীন প্রতিষ্ঠান সমূহ [29, 526, 126, 1177]
rule-number: ২৩। [1069, 938, 1107, 999]
rule-row [1069, 95, 1883, 128]
date-year: ২০২৫ খ্রি: [931, 183, 1004, 202]
